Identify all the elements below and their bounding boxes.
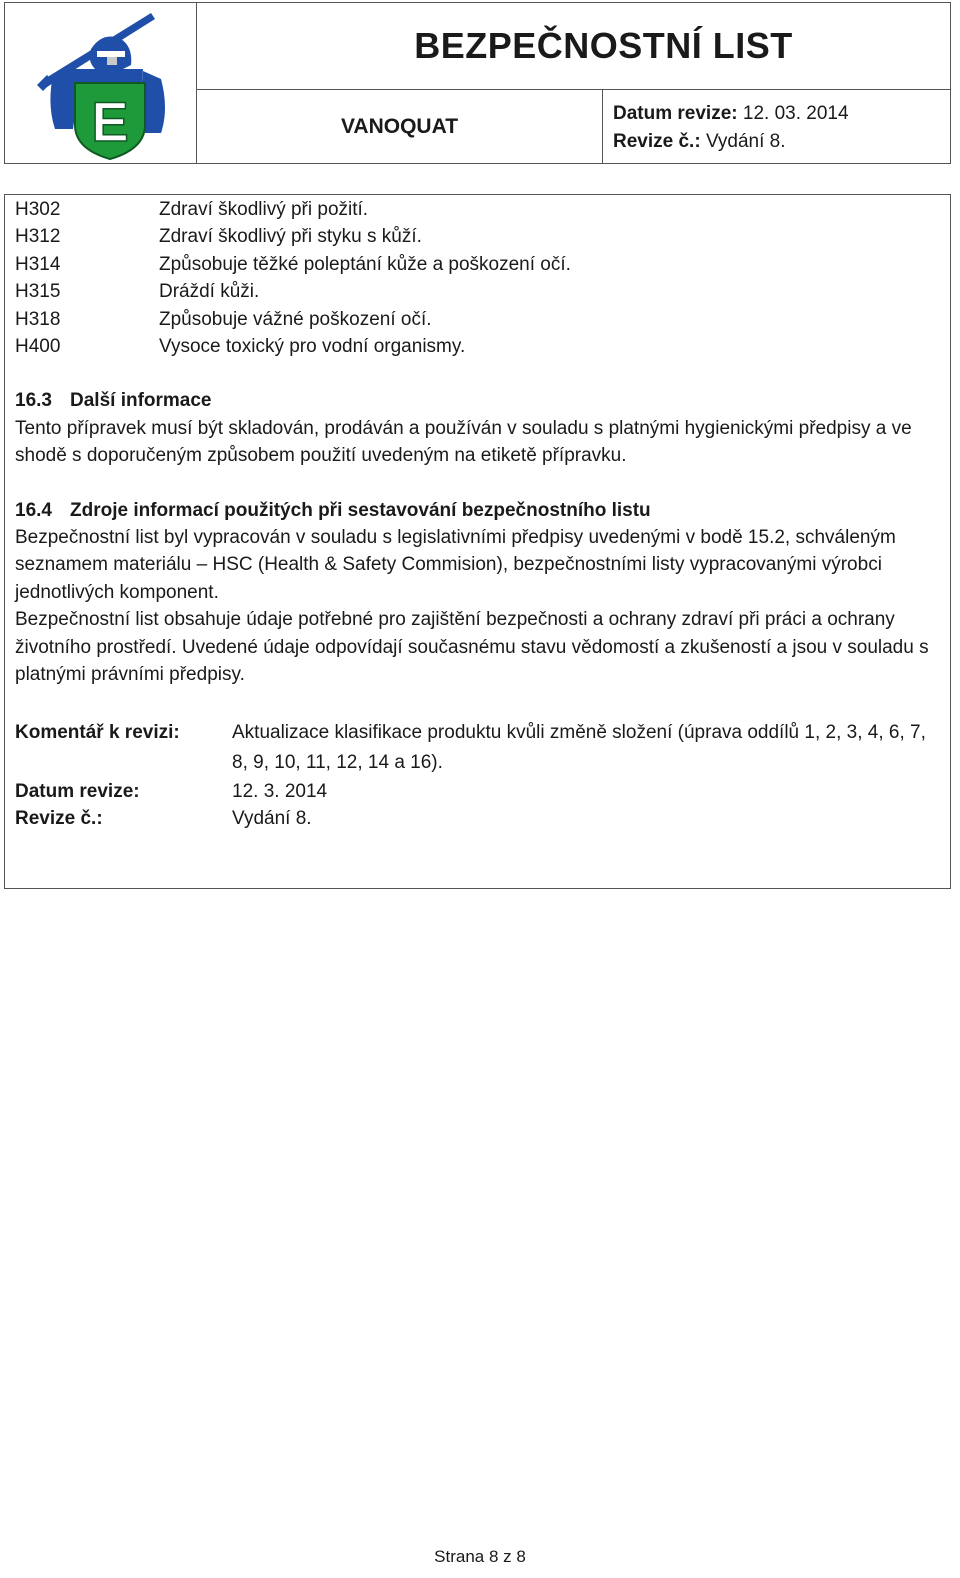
section-title: Další informace xyxy=(70,390,212,412)
hazard-text: Vysoce toxický pro vodní organismy. xyxy=(159,336,466,358)
revision-number-row-label: Revize č.: xyxy=(15,807,103,829)
logo-letter: E xyxy=(91,90,129,153)
section-16-4-heading xyxy=(15,497,940,524)
hazard-code: H302 xyxy=(15,199,61,220)
document-body xyxy=(4,194,951,889)
hazard-text: Zdraví škodlivý při styku s kůží. xyxy=(159,226,422,248)
hazard-text: Způsobuje vážné poškození očí. xyxy=(159,308,432,330)
revision-comment-row xyxy=(15,718,940,778)
revision-date-row-value: 12. 3. 2014 xyxy=(232,780,328,802)
section-number: 16.4 xyxy=(15,499,52,521)
hazard-row xyxy=(15,251,940,278)
hazard-row xyxy=(15,306,940,333)
hazard-row xyxy=(15,333,940,360)
hazard-row xyxy=(15,278,940,305)
logo-cell xyxy=(5,3,197,163)
revision-number-line xyxy=(613,128,950,156)
document-header xyxy=(4,2,951,164)
revision-number-label: Revize č.: xyxy=(613,131,701,152)
section-16-4-text-1: Bezpečnostní list byl vypracován v souladu s legislativními předpisy uvedenými v bodě 15.2, schváleným seznamem materiálu – HSC (Health & Safety Commision), bezpečnostními listy vypracovanými výrobci jednotlivých komponent. xyxy=(15,527,896,603)
product-name: VANOQUAT xyxy=(197,90,603,163)
hazard-code: H315 xyxy=(15,281,61,303)
section-16-4-text-2: Bezpečnostní list obsahuje údaje potřebné pro zajištění bezpečnosti a ochrany zdraví při práci a ochrany životního prostředí. Uvedené údaje odpovídají současnému stavu vědomostí a zkušeností a jsou v souladu s platnými právními předpisy. xyxy=(15,609,929,686)
company-logo xyxy=(33,9,173,161)
revision-date-value: 12. 03. 2014 xyxy=(742,103,849,124)
hazard-code: H312 xyxy=(15,226,61,248)
revision-date-label: Datum revize: xyxy=(613,103,738,124)
hazard-row xyxy=(15,196,940,223)
hazard-list xyxy=(15,196,940,360)
hazard-code: H318 xyxy=(15,308,61,330)
section-16-3-text: Tento přípravek musí být skladován, prodáván a používán v souladu s platnými hygienickými předpisy a ve shodě s doporučeným způsobem použití uvedeným na etiketě přípravku. xyxy=(15,417,912,467)
revision-comment-value: Aktualizace klasifikace produktu kvůli změně složení (úprava oddílů 1, 2, 3, 4, 6, 7, 8, 9, 10, 11, 12, 14 a 16). xyxy=(232,721,926,773)
hazard-text: Způsobuje těžké poleptání kůže a poškození očí. xyxy=(159,253,571,275)
document-title: BEZPEČNOSTNÍ LIST xyxy=(197,3,950,90)
hazard-row xyxy=(15,223,940,250)
hazard-text: Dráždí kůži. xyxy=(159,281,260,303)
revision-date-row-label: Datum revize: xyxy=(15,780,140,802)
revision-date-line xyxy=(613,100,950,128)
hazard-code: H400 xyxy=(15,336,61,358)
revision-date-row xyxy=(15,778,940,805)
revision-comment-label: Komentář k revizi: xyxy=(15,721,180,743)
revision-number-value: Vydání 8. xyxy=(705,131,786,152)
section-16-3-heading xyxy=(15,387,940,414)
hazard-text: Zdraví škodlivý při požití. xyxy=(159,199,369,220)
page-number: Strana 8 z 8 xyxy=(434,1547,526,1566)
section-number: 16.3 xyxy=(15,390,52,412)
section-title: Zdroje informací použitých při sestavování bezpečnostního listu xyxy=(70,499,651,521)
revision-number-row-value: Vydání 8. xyxy=(232,807,312,829)
hazard-code: H314 xyxy=(15,253,61,275)
revision-number-row xyxy=(15,805,940,832)
revision-cell xyxy=(603,90,950,163)
